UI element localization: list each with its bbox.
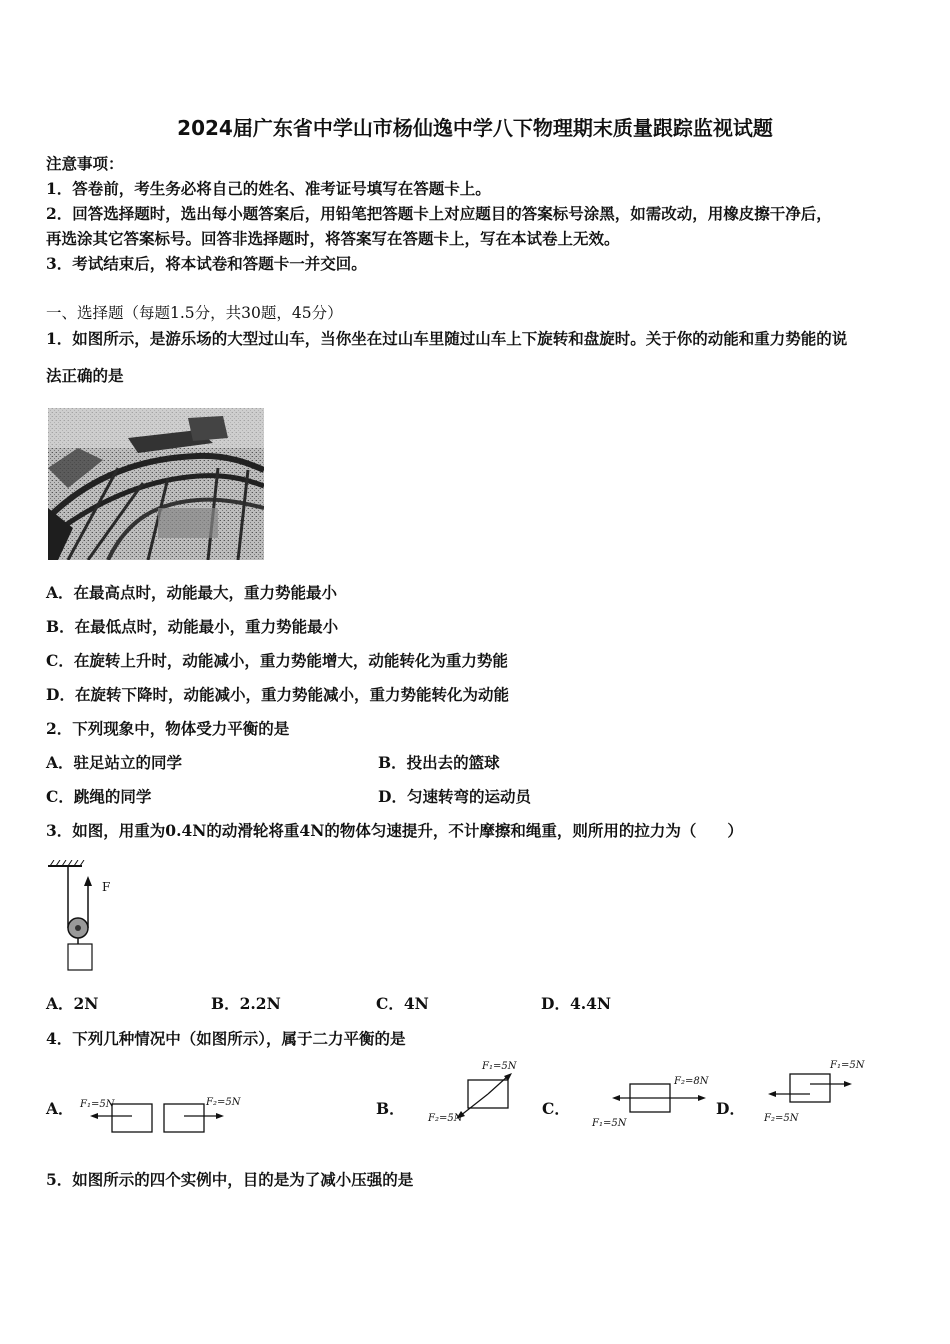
q1-option-c[interactable]: C．在旋转上升时，动能减小，重力势能增大，动能转化为重力势能 xyxy=(46,651,508,670)
q4-b-force-1: F₁=5N xyxy=(482,1061,517,1072)
q4-b-force-2: F₂=5N xyxy=(428,1113,463,1124)
notice-item-3: 3．考试结束后，将本试卷和答题卡一并交回。 xyxy=(46,254,367,273)
q1-option-b[interactable]: B．在最低点时，动能最小，重力势能最小 xyxy=(46,617,339,636)
roller-coaster-image xyxy=(48,408,264,560)
section-heading: 一、选择题（每题1.5分，共30题，45分） xyxy=(46,304,343,322)
q5-stem: 5．如图所示的四个实例中，目的是为了减小压强的是 xyxy=(46,1170,414,1189)
q3-option-d[interactable]: D．4.4N xyxy=(541,994,612,1013)
notice-item-1: 1．答卷前，考生务必将自己的姓名、准考证号填写在答题卡上。 xyxy=(46,179,491,198)
q1-option-a[interactable]: A．在最高点时，动能最大，重力势能最小 xyxy=(46,583,338,602)
q4-a-force-2: F₂=5N xyxy=(206,1097,241,1108)
q2-stem: 2．下列现象中，物体受力平衡的是 xyxy=(46,719,290,738)
pulley-force-label: F xyxy=(102,880,111,894)
q4-option-b-label[interactable]: B． xyxy=(376,1099,405,1118)
q3-option-b[interactable]: B．2.2N xyxy=(211,994,281,1013)
q3-option-c[interactable]: C．4N xyxy=(376,994,429,1013)
pulley-diagram xyxy=(46,860,126,978)
q1-option-d[interactable]: D．在旋转下降时，动能减小，重力势能减小，重力势能转化为动能 xyxy=(46,685,509,704)
q4-stem: 4．下列几种情况中（如图所示），属于二力平衡的是 xyxy=(46,1029,406,1048)
q4-option-c-label[interactable]: C． xyxy=(542,1099,570,1118)
q3-stem: 3．如图，用重为0.4N的动滑轮将重4N的物体匀速提升，不计摩擦和绳重，则所用的拉力为（ ） xyxy=(46,821,743,840)
q4-figure-d xyxy=(762,1064,862,1114)
q2-option-b[interactable]: B．投出去的篮球 xyxy=(378,753,500,772)
q2-option-a[interactable]: A．驻足站立的同学 xyxy=(46,753,183,772)
notice-item-2-line2: 再选涂其它答案标号。回答非选择题时，将答案写在答题卡上，写在本试卷上无效。 xyxy=(46,229,620,248)
q1-stem-line2: 法正确的是 xyxy=(46,366,124,385)
q2-option-c[interactable]: C．跳绳的同学 xyxy=(46,787,152,806)
q2-option-d[interactable]: D．匀速转弯的运动员 xyxy=(378,787,531,806)
q4-c-force-2: F₂=8N xyxy=(674,1076,709,1087)
q1-stem-line1: 1．如图所示，是游乐场的大型过山车，当你坐在过山车里随过山车上下旋转和盘旋时。关于你的动能和重力势能的说 xyxy=(46,329,848,348)
q4-d-force-2: F₂=5N xyxy=(764,1113,799,1124)
q4-c-force-1: F₁=5N xyxy=(592,1118,627,1129)
notice-item-2-line1: 2．回答选择题时，选出每小题答案后，用铅笔把答题卡上对应题目的答案标号涂黑，如需改动，用橡皮擦干净后， xyxy=(46,204,832,223)
page-title: 2024届广东省中学山市杨仙逸中学八下物理期末质量跟踪监视试题 xyxy=(177,116,773,140)
q4-d-force-1: F₁=5N xyxy=(830,1060,865,1071)
q4-option-d-label[interactable]: D． xyxy=(716,1099,745,1118)
notice-heading: 注意事项： xyxy=(46,154,124,173)
q4-a-force-1: F₁=5N xyxy=(80,1099,115,1110)
q3-option-a[interactable]: A．2N xyxy=(46,994,99,1013)
q4-option-a-label[interactable]: A． xyxy=(46,1099,74,1118)
